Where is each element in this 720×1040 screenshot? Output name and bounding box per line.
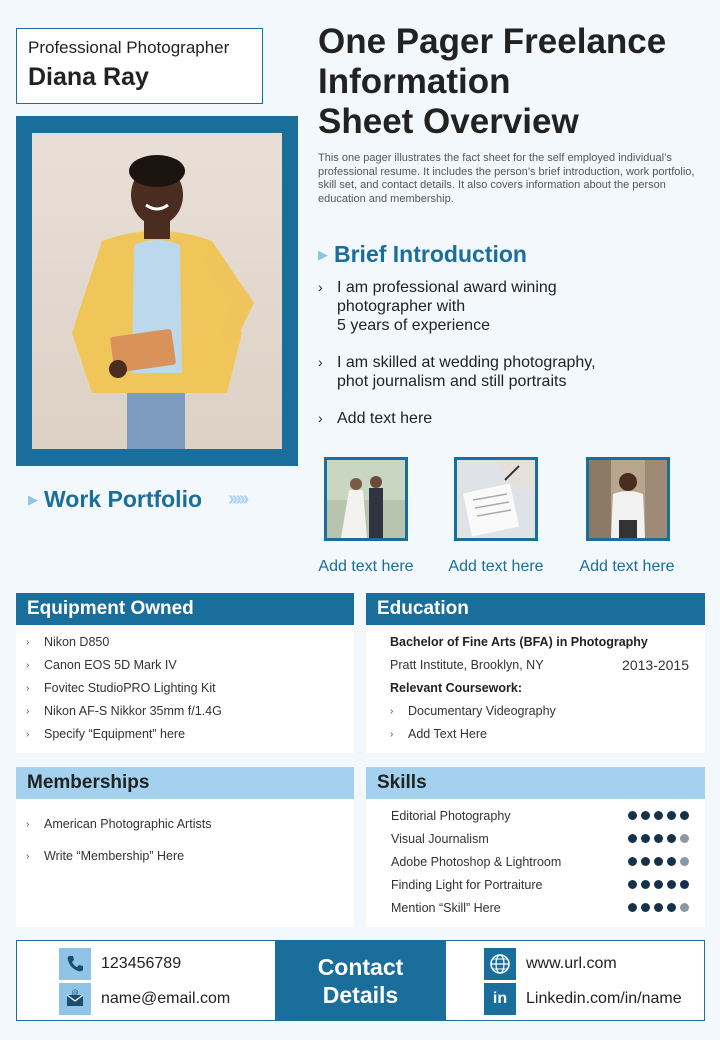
- chevron-right-icon: ›: [26, 706, 30, 717]
- membership-item: [26, 845, 354, 868]
- rating-dot-filled: [680, 811, 689, 820]
- intro-item: [318, 353, 618, 391]
- equipment-item-text: Canon EOS 5D Mark IV: [44, 658, 177, 672]
- url-text[interactable]: www.url.com: [526, 955, 617, 972]
- portfolio-image-wedding[interactable]: [324, 457, 408, 541]
- svg-text:@: @: [71, 989, 79, 997]
- phone-text[interactable]: 123456789: [101, 955, 182, 972]
- rating-dot-filled: [667, 880, 676, 889]
- contact-url: [484, 948, 617, 980]
- skills-box: [366, 767, 705, 927]
- skill-rating: [628, 834, 689, 843]
- education-years: 2013-2015: [622, 657, 689, 673]
- equipment-item-text: Nikon AF-S Nikkor 35mm f/1.4G: [44, 704, 222, 718]
- equipment-item: [26, 677, 354, 700]
- chevron-right-icon: ›: [26, 729, 30, 740]
- skill-row: [391, 896, 705, 919]
- rating-dot-filled: [667, 903, 676, 912]
- portfolio-heading-text: Work Portfolio: [44, 486, 203, 512]
- coursework-item-text: Documentary Videography: [408, 704, 556, 718]
- memberships-box: [16, 767, 354, 927]
- education-heading: Education: [366, 593, 705, 625]
- equipment-item: [26, 723, 354, 746]
- title-line-2: Information: [318, 62, 511, 101]
- skill-row: [391, 873, 705, 896]
- membership-item: [26, 813, 354, 836]
- skill-name: Finding Light for Portraiture: [391, 877, 543, 892]
- title-line-1: One Pager Freelance: [318, 22, 667, 61]
- rating-dot-filled: [654, 811, 663, 820]
- rating-dot-filled: [628, 811, 637, 820]
- contact-heading-line: Details: [322, 982, 399, 1008]
- intro-item-line: Add text here: [337, 410, 433, 427]
- chevron-right-icon: ›: [26, 851, 30, 862]
- skills-list: [366, 799, 705, 919]
- rating-dot-filled: [654, 903, 663, 912]
- skill-rating: [628, 903, 689, 912]
- rating-dot-filled: [641, 811, 650, 820]
- intro-item-line: 5 years of experience: [337, 317, 490, 334]
- rating-dot-empty: [680, 834, 689, 843]
- email-icon: [59, 983, 91, 1015]
- rating-dot-filled: [641, 857, 650, 866]
- coursework-item-text: Add Text Here: [408, 727, 487, 741]
- skill-row: [391, 804, 705, 827]
- portfolio-image-portrait[interactable]: [586, 457, 670, 541]
- education-degree: Bachelor of Fine Arts (BFA) in Photography: [390, 635, 648, 649]
- chevron-right-icon: ›: [26, 683, 30, 694]
- skill-rating: [628, 880, 689, 889]
- intro-heading-text: Brief Introduction: [334, 241, 527, 267]
- equipment-item-text: Fovitec StudioPRO Lighting Kit: [44, 681, 216, 695]
- skill-rating: [628, 857, 689, 866]
- chevron-right-icon: ›: [318, 354, 323, 370]
- page-title: [318, 22, 713, 142]
- portfolio-image-document[interactable]: [454, 457, 538, 541]
- coursework-item: [390, 723, 689, 746]
- contact-heading-line: Contact: [317, 954, 404, 980]
- coursework-item: [390, 700, 689, 723]
- equipment-box: [16, 593, 354, 753]
- contact-phone: [59, 948, 181, 980]
- contact-heading: [275, 941, 446, 1020]
- rating-dot-filled: [628, 903, 637, 912]
- chevrons-right-icon: ›››››: [228, 488, 247, 510]
- rating-dot-filled: [641, 880, 650, 889]
- skill-row: [391, 850, 705, 873]
- rating-dot-filled: [628, 880, 637, 889]
- chevron-right-icon: ›: [318, 410, 323, 426]
- equipment-item: [26, 631, 354, 654]
- profile-photo: [32, 133, 282, 449]
- rating-dot-filled: [667, 834, 676, 843]
- equipment-item: [26, 700, 354, 723]
- rating-dot-filled: [628, 857, 637, 866]
- equipment-list: [16, 625, 354, 746]
- intro-item-line: I am professional award wining: [337, 279, 557, 296]
- profile-photo-frame: [16, 116, 298, 466]
- portfolio-caption: Add text here: [579, 558, 675, 575]
- rating-dot-filled: [641, 834, 650, 843]
- skills-heading: Skills: [366, 767, 705, 799]
- intro-heading: [318, 241, 527, 268]
- coursework-label: Relevant Coursework:: [390, 681, 522, 695]
- rating-dot-filled: [680, 880, 689, 889]
- chevron-right-icon: ›: [26, 637, 30, 648]
- intro-item-line: photographer with: [337, 298, 466, 315]
- portfolio-caption: Add text here: [318, 558, 414, 575]
- triangle-icon: ▶: [318, 247, 328, 262]
- equipment-heading: Equipment Owned: [16, 593, 354, 625]
- skill-name: Mention “Skill” Here: [391, 900, 501, 915]
- membership-item-text: Write “Membership” Here: [44, 849, 185, 863]
- linkedin-text[interactable]: Linkedin.com/in/name: [526, 990, 682, 1007]
- rating-dot-filled: [667, 811, 676, 820]
- rating-dot-filled: [641, 903, 650, 912]
- chevron-right-icon: ›: [26, 819, 30, 830]
- rating-dot-filled: [654, 857, 663, 866]
- intro-list: [318, 278, 618, 446]
- contact-bar: [16, 940, 705, 1021]
- rating-dot-filled: [628, 834, 637, 843]
- intro-item-line: I am skilled at wedding photography,: [337, 354, 596, 371]
- page-description: This one pager illustrates the fact sheet for the self employed individual’s professional resume. It includes the person’s brief introduction, work portfolio, skill set, and contact details. It also covers information about the person education and membership.: [318, 152, 695, 205]
- chevron-right-icon: ›: [318, 279, 323, 295]
- chevron-right-icon: ›: [390, 729, 394, 740]
- rating-dot-filled: [654, 880, 663, 889]
- rating-dot-empty: [680, 903, 689, 912]
- rating-dot-empty: [680, 857, 689, 866]
- contact-email: [59, 983, 230, 1015]
- rating-dot-filled: [654, 834, 663, 843]
- skill-name: Editorial Photography: [391, 808, 511, 823]
- chevron-right-icon: ›: [390, 706, 394, 717]
- phone-icon: [59, 948, 91, 980]
- profile-name: Diana Ray: [28, 63, 149, 91]
- triangle-icon: ▶: [28, 492, 38, 507]
- equipment-item: [26, 654, 354, 677]
- skill-name: Visual Journalism: [391, 831, 489, 846]
- name-card: [16, 28, 263, 104]
- chevron-right-icon: ›: [26, 660, 30, 671]
- education-institute: Pratt Institute, Brooklyn, NY: [390, 658, 544, 672]
- globe-icon: [484, 948, 516, 980]
- email-text[interactable]: name@email.com: [101, 990, 231, 1007]
- education-box: [366, 593, 705, 753]
- portfolio-heading: [28, 486, 202, 513]
- membership-item-text: American Photographic Artists: [44, 817, 212, 831]
- portfolio-caption: Add text here: [448, 558, 544, 575]
- memberships-list: [16, 799, 354, 868]
- rating-dot-filled: [667, 857, 676, 866]
- linkedin-icon: in: [484, 983, 516, 1015]
- title-line-3: Sheet Overview: [318, 102, 579, 141]
- intro-item: [318, 278, 618, 335]
- profile-role: Professional Photographer: [28, 38, 230, 57]
- equipment-item-text: Specify “Equipment” here: [44, 727, 186, 741]
- skill-name: Adobe Photoshop & Lightroom: [391, 854, 562, 869]
- intro-item: [318, 409, 618, 428]
- equipment-item-text: Nikon D850: [44, 635, 110, 649]
- contact-linkedin: [484, 983, 682, 1015]
- skill-row: [391, 827, 705, 850]
- memberships-heading: Memberships: [16, 767, 354, 799]
- skill-rating: [628, 811, 689, 820]
- intro-item-line: phot journalism and still portraits: [337, 373, 567, 390]
